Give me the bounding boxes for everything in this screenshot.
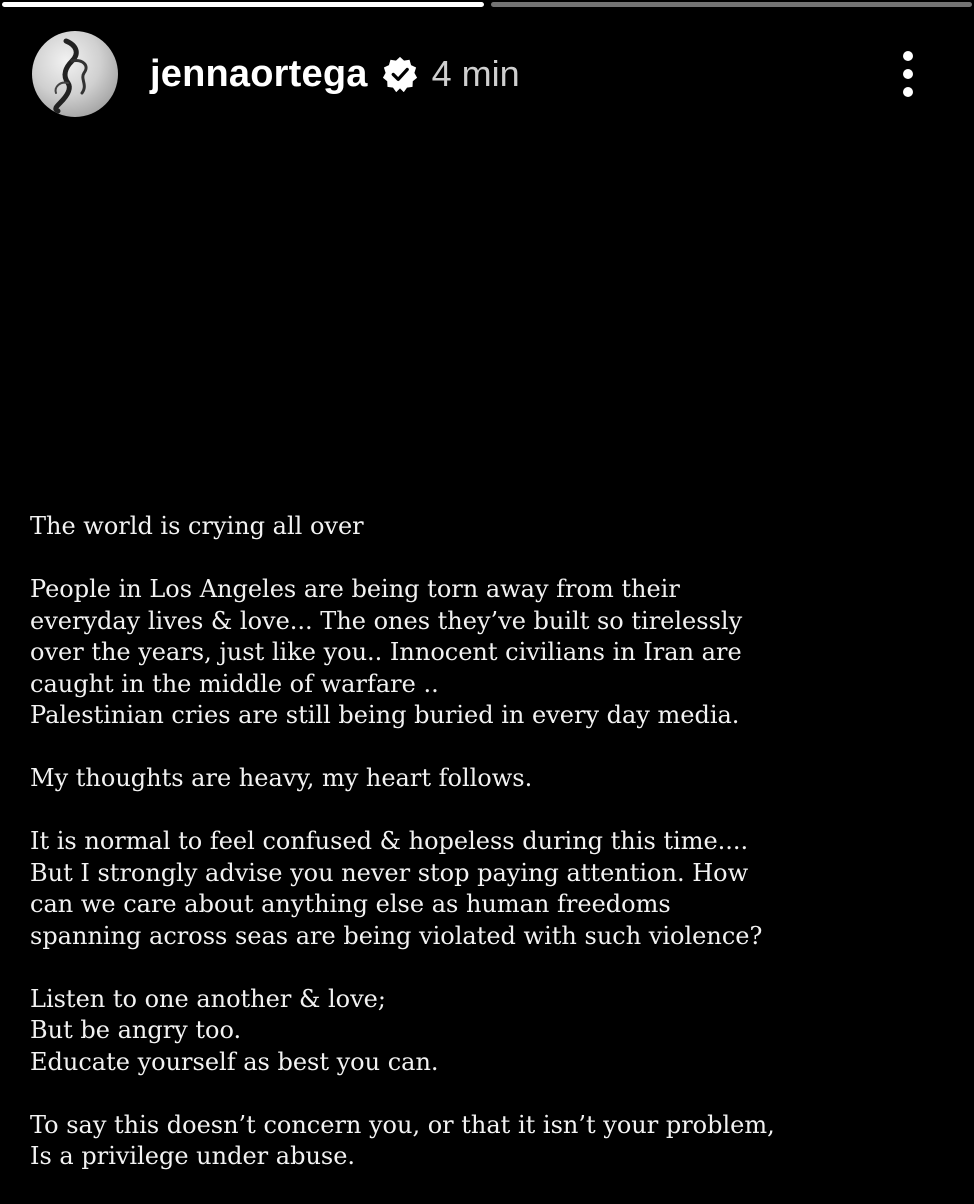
more-options-icon[interactable]	[896, 39, 920, 109]
story-text	[30, 511, 930, 1204]
progress-segment-2	[491, 2, 973, 7]
text-line: To say this doesn’t concern you, or that it isn’t your problem,	[30, 1110, 775, 1139]
text-line: But be angry too.	[30, 1016, 242, 1044]
progress-fill-1	[2, 2, 484, 7]
text-line: People in Los Angeles are being torn away from their	[30, 575, 680, 603]
paragraph-5	[30, 984, 930, 1079]
story-progress-bar	[0, 2, 974, 7]
paragraph-1	[30, 511, 930, 543]
text-line: Listen to one another & love;	[30, 984, 386, 1013]
text-line: caught in the middle of warfare ..	[30, 669, 439, 698]
paragraph-3	[30, 763, 930, 795]
text-line: My thoughts are heavy, my heart follows.	[30, 764, 533, 792]
text-line: The world is crying all over	[30, 512, 364, 540]
paragraph-2	[30, 574, 930, 732]
text-line: over the years, just like you.. Innocent civilians in Iran are	[30, 638, 742, 666]
verified-badge-icon	[382, 56, 418, 92]
text-line: everyday lives & love... The ones they’ve built so tirelessly	[30, 606, 743, 635]
post-time: 4 min	[431, 53, 520, 94]
text-line: Is a privilege under abuse.	[30, 1142, 356, 1170]
text-line: Palestinian cries are still being buried in every day media.	[30, 701, 740, 729]
menu-dot	[903, 51, 913, 61]
text-line: But I strongly advise you never stop paying attention. How	[30, 858, 749, 887]
text-line: It is normal to feel confused & hopeless during this time....	[30, 827, 749, 855]
text-line: can we care about anything else as human freedoms	[30, 890, 671, 918]
story-header	[32, 30, 942, 118]
progress-segment-1	[2, 2, 484, 7]
avatar[interactable]	[32, 31, 118, 117]
menu-dot	[903, 69, 913, 79]
paragraph-6	[30, 1110, 930, 1173]
username[interactable]: jennaortega	[150, 52, 368, 95]
text-line: Educate yourself as best you can.	[30, 1047, 439, 1076]
avatar-image	[32, 31, 118, 117]
text-line: spanning across seas are being violated with such violence?	[30, 921, 763, 950]
paragraph-4	[30, 826, 930, 952]
menu-dot	[903, 87, 913, 97]
